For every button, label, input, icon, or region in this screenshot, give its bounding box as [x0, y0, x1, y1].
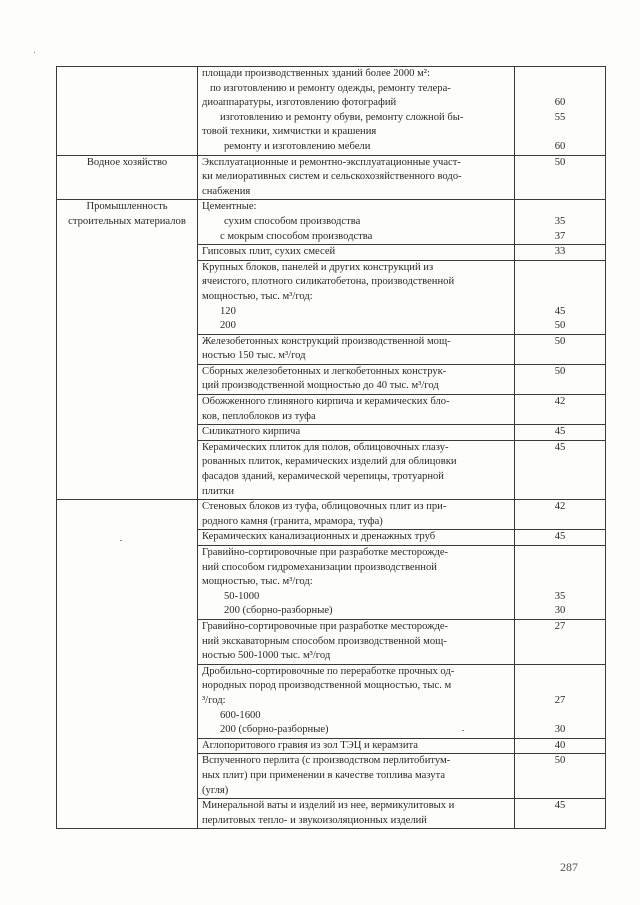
- description-line: Силикатного кирпича: [202, 426, 301, 438]
- table-row: [57, 67, 606, 156]
- zone-size-cell: [515, 440, 606, 499]
- description-cell: [198, 799, 515, 829]
- zone-size-cell: [515, 155, 606, 200]
- description-line: Цементные:: [202, 201, 257, 213]
- zone-size-value: 50: [554, 156, 566, 168]
- zone-size-value: 45: [554, 426, 566, 438]
- page-number: 287: [560, 860, 578, 874]
- zone-size-value: [519, 546, 601, 561]
- description-line: диоаппаратуры, изготовлению фотографий: [202, 97, 397, 109]
- scan-speck: [34, 52, 35, 53]
- description-cell: [198, 546, 515, 620]
- zone-size-value: [519, 125, 601, 140]
- zone-size-value: 50: [554, 335, 566, 347]
- description-line: плитки: [202, 485, 235, 497]
- description-cell: [198, 67, 515, 156]
- description-line: Эксплуатационные и ремонтно-эксплуатационные участ-: [202, 156, 461, 168]
- description-line: изготовлению и ремонту обуви, ремонту сложной бы-: [220, 111, 464, 123]
- sanitary-zone-table: [56, 66, 606, 829]
- description-line: фасадов зданий, керамической черепицы, тротуарной: [202, 471, 444, 483]
- description-line: товой техники, химчистки и крашения: [202, 126, 377, 138]
- description-cell: [198, 364, 515, 394]
- description-cell: [198, 754, 515, 799]
- description-cell: [198, 440, 515, 499]
- zone-size-value: 27: [554, 620, 566, 632]
- description-line: перлитовых тепло- и звукоизоляционных изделий: [202, 814, 427, 826]
- description-line: с мокрым способом производства: [220, 230, 373, 242]
- description-line: мощностью, тыс. м³/год:: [202, 290, 313, 302]
- description-line: ностью 150 тыс. м³/год: [202, 350, 306, 362]
- zone-size-value: [519, 261, 601, 276]
- description-line: Гравийно-сортировочные при разработке месторожде-: [202, 547, 449, 558]
- description-line: Железобетонных конструкций производственной мощ-: [202, 335, 451, 347]
- zone-size-value: 50: [554, 320, 566, 332]
- description-line: Минеральной ваты и изделий из нее, вермикулитовых и: [202, 800, 455, 812]
- description-line: Гравийно-сортировочные при разработке месторожде-: [202, 620, 449, 632]
- description-line: Керамических плиток для полов, облицовочных глазу-: [202, 441, 449, 453]
- zone-size-value: [519, 679, 601, 694]
- zone-size-value: 60: [554, 97, 566, 109]
- description-cell: [198, 245, 515, 261]
- description-line: 200 (сборно-разборные): [220, 724, 329, 736]
- description-line: 120: [220, 305, 236, 317]
- description-line: ных плит) при применении в качестве топлива мазута: [202, 769, 446, 781]
- zone-size-cell: [515, 546, 606, 620]
- table-body: [57, 67, 606, 829]
- description-line: Аглопоритового гравия из зол ТЭЦ и керамзита: [202, 739, 418, 751]
- description-cell: [198, 500, 515, 530]
- description-line: ячеистого, плотного силикатобетона, производственной: [202, 276, 455, 288]
- description-line: рованных плиток, керамических изделий для облицовки: [202, 456, 457, 468]
- zone-size-value: 45: [554, 441, 566, 453]
- zone-size-value: 30: [554, 605, 566, 617]
- zone-size-value: [519, 665, 601, 680]
- zone-size-value: 60: [554, 140, 566, 152]
- table-row: [57, 200, 606, 245]
- zone-size-value: 35: [554, 590, 566, 602]
- zone-size-value: 42: [554, 501, 566, 513]
- scan-speck: [120, 540, 122, 541]
- description-line: 600-1600: [220, 709, 261, 721]
- category-cell: Промышленность строительных материалов: [57, 200, 198, 500]
- zone-size-value: 50: [554, 755, 566, 767]
- zone-size-cell: [515, 500, 606, 530]
- zone-size-value: [519, 67, 601, 82]
- zone-size-value: 27: [554, 694, 566, 706]
- description-line: Сборных железобетонных и легкобетонных конструк-: [202, 365, 447, 377]
- zone-size-value: 33: [554, 246, 566, 258]
- zone-size-cell: [515, 395, 606, 425]
- zone-size-cell: [515, 738, 606, 754]
- description-line: сухим способом производства: [224, 215, 361, 227]
- zone-size-value: 40: [554, 739, 566, 751]
- description-line: ностью 500-1000 тыс. м³/год: [202, 650, 331, 662]
- zone-size-value: 35: [554, 215, 566, 227]
- description-line: ций производственной мощностью до 40 тыс. м³/год: [202, 380, 439, 392]
- zone-size-cell: [515, 530, 606, 546]
- description-line: 200: [220, 320, 236, 332]
- description-line: ки мелиоративных систем и сельскохозяйственного водо-: [202, 171, 462, 183]
- zone-size-value: [519, 561, 601, 576]
- description-line: ремонту и изготовлению мебели: [224, 140, 371, 152]
- description-line: Обожженного глиняного кирпича и керамических бло-: [202, 396, 450, 408]
- category-cell: [57, 500, 198, 829]
- description-cell: [198, 200, 515, 245]
- description-line: площади производственных зданий более 2000 м²:: [202, 68, 430, 79]
- description-cell: [198, 334, 515, 364]
- description-line: ний способом гидромеханизации производственной: [202, 561, 437, 573]
- zone-size-cell: [515, 619, 606, 664]
- description-line: мощностью, тыс. м³/год:: [202, 576, 313, 588]
- category-cell: Водное хозяйство: [57, 155, 198, 200]
- description-cell: [198, 260, 515, 334]
- description-cell: [198, 155, 515, 200]
- zone-size-cell: [515, 334, 606, 364]
- description-cell: [198, 619, 515, 664]
- description-cell: [198, 425, 515, 441]
- zone-size-value: [519, 275, 601, 290]
- description-line: по изготовлению и ремонту одежды, ремонту телера-: [210, 82, 451, 94]
- zone-size-value: 30: [554, 724, 566, 736]
- zone-size-value: 50: [554, 365, 566, 377]
- zone-size-value: [519, 82, 601, 97]
- description-line: 50-1000: [224, 590, 260, 602]
- zone-size-value: [519, 575, 601, 590]
- zone-size-cell: [515, 425, 606, 441]
- description-line: Гипсовых плит, сухих смесей: [202, 246, 336, 258]
- zone-size-cell: [515, 754, 606, 799]
- description-cell: [198, 530, 515, 546]
- description-line: Вспученного перлита (с производством перлитобитум-: [202, 755, 451, 767]
- zone-size-value: 45: [554, 800, 566, 812]
- description-line: Керамических канализационных и дренажных труб: [202, 531, 436, 543]
- description-line: Дробильно-сортировочные по переработке прочных од-: [202, 665, 455, 677]
- description-cell: [198, 664, 515, 738]
- description-cell: [198, 738, 515, 754]
- zone-size-value: [519, 290, 601, 305]
- table-row: [57, 500, 606, 530]
- description-line: нородных пород производственной мощностью, тыс. м: [202, 680, 452, 692]
- description-line: ков, пеплоблоков из туфа: [202, 410, 316, 422]
- zone-size-cell: [515, 260, 606, 334]
- description-line: ³/год:: [202, 694, 226, 706]
- zone-size-value: 55: [554, 111, 566, 123]
- zone-size-value: [519, 709, 601, 724]
- zone-size-value: 45: [554, 305, 566, 317]
- zone-size-cell: [515, 200, 606, 245]
- table-row: [57, 155, 606, 200]
- description-line: Стеновых блоков из туфа, облицовочных плит из при-: [202, 501, 447, 513]
- description-line: (угля): [202, 784, 229, 796]
- description-line: Крупных блоков, панелей и других конструкций из: [202, 261, 434, 273]
- scan-speck: [462, 730, 464, 731]
- zone-size-value: 45: [554, 531, 566, 543]
- zone-size-cell: [515, 664, 606, 738]
- zone-size-value: 37: [554, 230, 566, 242]
- description-line: ний экскаваторным способом производственной мощ-: [202, 635, 447, 647]
- zone-size-cell: [515, 245, 606, 261]
- description-cell: [198, 395, 515, 425]
- zone-size-cell: [515, 799, 606, 829]
- zone-size-value: 42: [554, 396, 566, 408]
- description-line: 200 (сборно-разборные): [224, 605, 333, 617]
- category-cell: [57, 67, 198, 156]
- zone-size-cell: [515, 364, 606, 394]
- description-line: родного камня (гранита, мрамора, туфа): [202, 515, 383, 527]
- zone-size-cell: [515, 67, 606, 156]
- zone-size-value: [519, 200, 601, 215]
- description-line: снабжения: [202, 185, 251, 197]
